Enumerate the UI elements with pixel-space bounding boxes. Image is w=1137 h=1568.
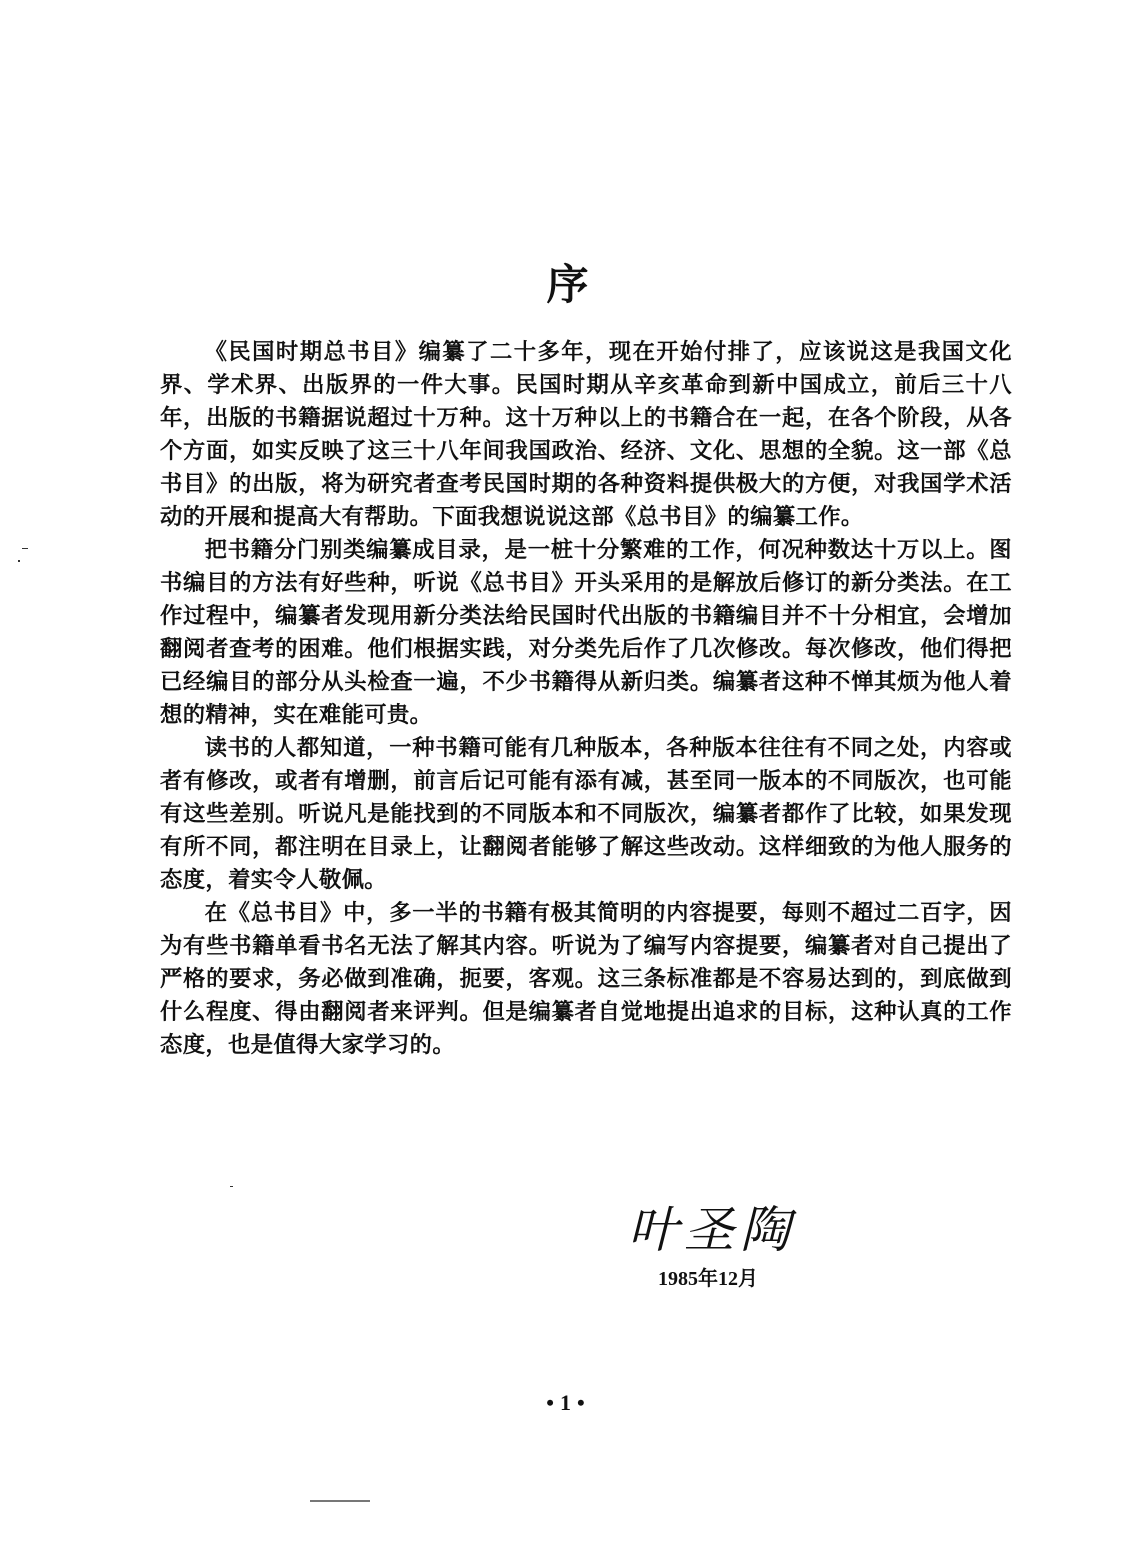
- paragraph-2: 把书籍分门别类编纂成目录，是一桩十分繁难的工作，何况种数达十万以上。图书编目的方法有好些种，听说《总书目》开头采用的是解放后修订的新分类法。在工作过程中，编纂者发现用新分类法给民国时代出版的书籍编目并不十分相宜，会增加翻阅者查考的困难。他们根据实践，对分类先后作了几次修改。每次修改，他们得把已经编目的部分从头检查一遍，不少书籍得从新归类。编纂者这种不惮其烦为他人着想的精神，实在难能可贵。: [160, 537, 1012, 728]
- date-line: 1985年12月: [658, 1268, 758, 1290]
- paragraph-1: 《民国时期总书目》编纂了二十多年，现在开始付排了，应该说这是我国文化界、学术界、出版界的一件大事。民国时期从辛亥革命到新中国成立，前后三十八年，出版的书籍据说超过十万种。这十万种以上的书籍合在一起，在各个阶段，从各个方面，如实反映了这三十八年间我国政治、经济、文化、思想的全貌。这一部《总书目》的出版，将为研究者查考民国时期的各种资料提供极大的方便，对我国学术活动的开展和提高大有帮助。下面我想说说这部《总书目》的编纂工作。: [160, 339, 1012, 530]
- preface-body: [160, 336, 1012, 1062]
- paragraph-3: 读书的人都知道，一种书籍可能有几种版本，各种版本往往有不同之处，内容或者有修改，或者有增删，前言后记可能有添有减，甚至同一版本的不同版次，也可能有这些差别。听说凡是能找到的不同版本和不同版次，编纂者都作了比较，如果发现有所不同，都注明在目录上，让翻阅者能够了解这些改动。这样细致的为他人服务的态度，着实令人敬佩。: [160, 735, 1012, 893]
- scan-speck: [230, 1186, 233, 1187]
- page-title: 序: [546, 260, 591, 309]
- paragraph-4: 在《总书目》中，多一半的书籍有极其简明的内容提要，每则不超过二百字，因为有些书籍单看书名无法了解其内容。听说为了编写内容提要，编纂者对自己提出了严格的要求，务必做到准确，扼要，客观。这三条标准都是不容易达到的，到底做到什么程度、得由翻阅者来评判。但是编纂者自觉地提出追求的目标，这种认真的工作态度，也是值得大家学习的。: [160, 900, 1012, 1058]
- author-signature: 叶圣陶: [628, 1201, 796, 1259]
- scan-speck: [310, 1500, 370, 1502]
- page-number: •1•: [546, 1390, 591, 1415]
- scan-speck: [22, 548, 28, 549]
- scan-speck: [18, 560, 20, 562]
